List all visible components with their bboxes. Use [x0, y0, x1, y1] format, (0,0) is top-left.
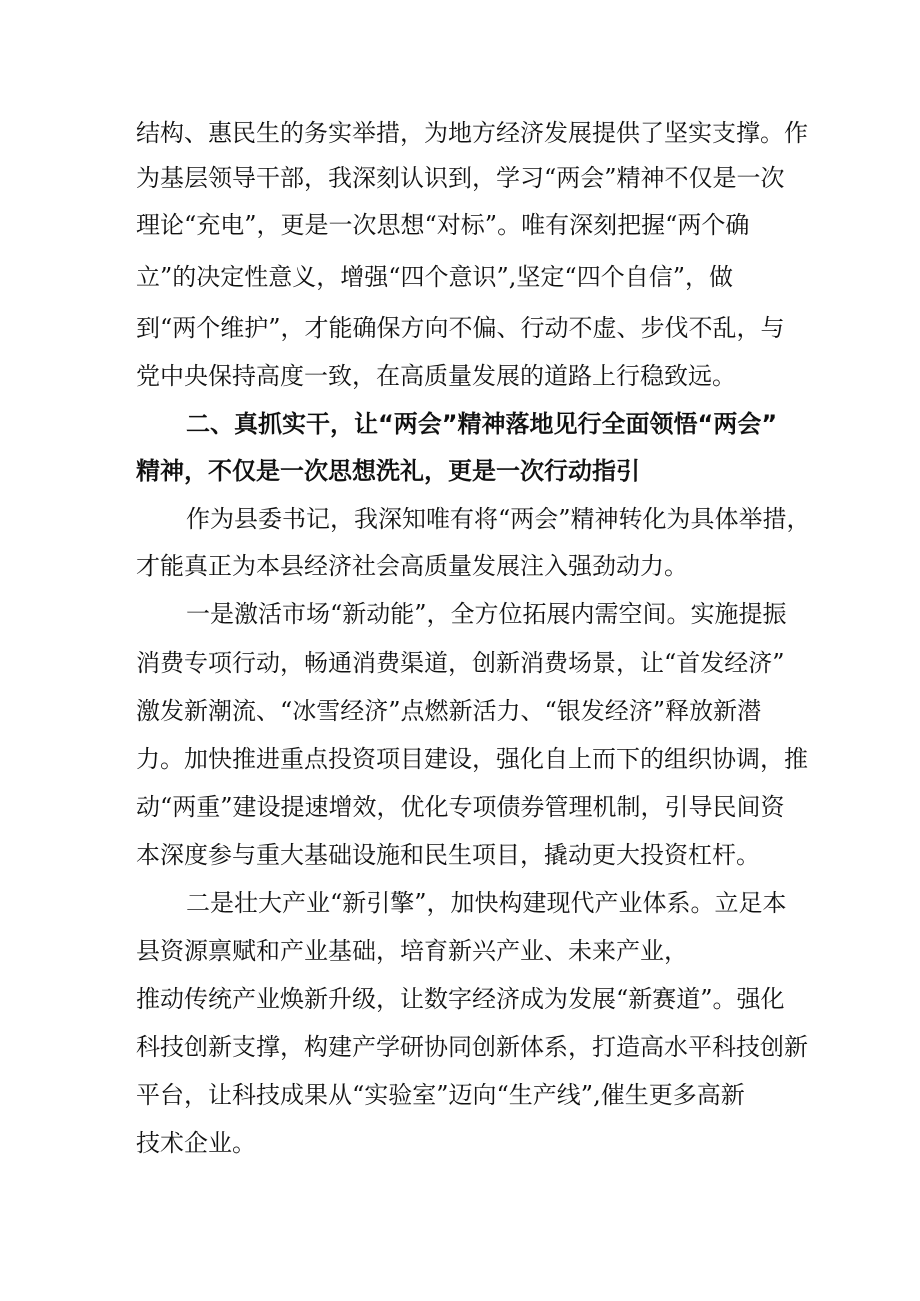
section-heading-line: 二、真抓实干，让“两会”精神落地见行全面领悟“两会” — [186, 410, 778, 438]
body-text-line: 二是壮大产业“新引擎”，加快构建现代产业体系。立足本 — [186, 889, 787, 917]
body-text-line: 才能真正为本县经济社会高质量发展注入强劲动力。 — [136, 552, 688, 580]
body-text-line: 到“两个维护”，才能确保方向不偏、行动不虚、步伐不乱，与 — [136, 314, 785, 342]
body-text-line: 为基层领导干部，我深刻认识到，学习“两会”精神不仅是一次 — [136, 164, 785, 192]
body-text-line: 县资源禀赋和产业基础，培育新兴产业、未来产业， — [136, 937, 688, 965]
body-text-line: 一是激活市场“新动能”，全方位拓展内需空间。实施提振 — [186, 600, 787, 628]
body-text-line: 科技创新支撑，构建产学研协同创新体系，打造高水平科技创新 — [136, 1033, 808, 1061]
body-text-line: 技术企业。 — [136, 1129, 256, 1157]
body-text-line: 结构、惠民生的务实举措，为地方经济发展提供了坚实支撑。作 — [136, 119, 808, 147]
body-text-line: 激发新潮流、“冰雪经济”点燃新活力、“银发经济”释放新潜 — [136, 697, 762, 725]
body-text-line: 理论“充电”，更是一次思想“对标”。唯有深刻把握“两个确 — [136, 211, 750, 239]
body-text-line: 本深度参与重大基础设施和民生项目，撬动更大投资杠杆。 — [136, 841, 760, 869]
body-text-line: 党中央保持高度一致，在高质量发展的道路上行稳致远。 — [136, 362, 736, 390]
body-text-line: 力。加快推进重点投资项目建设，强化自上而下的组织协调，推 — [136, 745, 808, 773]
body-text-line: 消费专项行动，畅通消费渠道，创新消费场景，让“首发经济” — [136, 649, 785, 677]
body-text-line: 平台，让科技成果从“实验室”迈向“生产线”,催生更多高新 — [136, 1081, 745, 1109]
body-text-line: 推动传统产业焕新升级，让数字经济成为发展“新赛道”。强化 — [136, 985, 785, 1013]
body-text-line: 立”的决定性意义，增强“四个意识”,坚定“四个自信”，做 — [136, 263, 733, 291]
section-heading-line: 精神，不仅是一次思想洗礼，更是一次行动指引 — [136, 457, 640, 485]
body-text-line: 动“两重”建设提速增效，优化专项债券管理机制，引导民间资 — [136, 793, 785, 821]
body-text-line: 作为县委书记，我深知唯有将“两会”精神转化为具体举措， — [186, 505, 811, 533]
